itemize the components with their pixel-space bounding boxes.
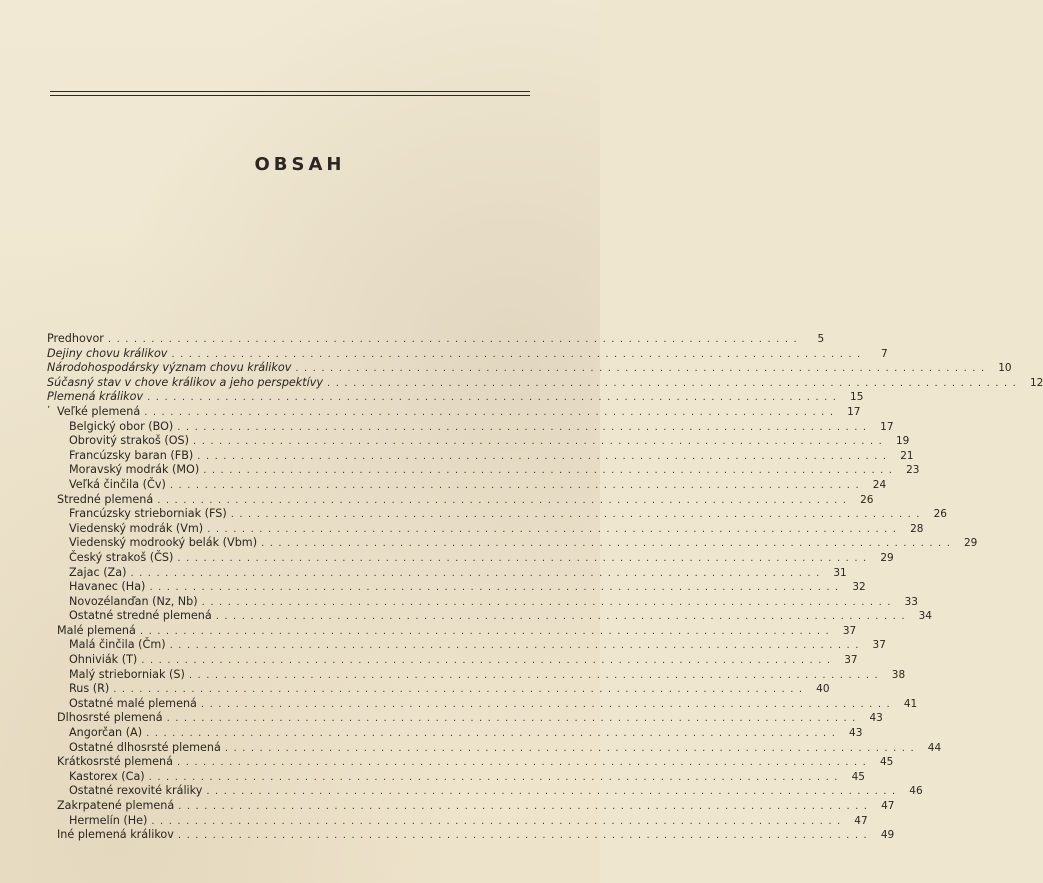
dot-leader: ................................................................................ — [261, 538, 956, 550]
dot-leader: ................................................................................ — [215, 611, 910, 623]
toc-row — [47, 390, 864, 405]
toc-entry-label: Veľká činčila (Čv) — [69, 477, 166, 491]
toc-page-number: 37 — [844, 654, 858, 667]
toc-entry-label: Francúzsky baran (FB) — [69, 448, 194, 462]
dot-leader: ................................................................................ — [203, 465, 898, 477]
dot-leader: ................................................................................ — [295, 363, 990, 375]
toc-row — [47, 623, 857, 639]
toc-page-number: 15 — [850, 391, 864, 404]
toc-row — [47, 332, 825, 347]
toc-row — [47, 769, 865, 785]
dot-leader: ................................................................................ — [177, 830, 873, 842]
toc-page-number: 32 — [852, 581, 866, 594]
dot-leader: ................................................................................ — [139, 625, 835, 637]
toc-row — [47, 755, 894, 770]
toc-entry-label: Francúzsky strieborniak (FS) — [69, 507, 227, 521]
dot-leader: ................................................................................ — [149, 582, 844, 594]
toc-page-number: 43 — [869, 712, 883, 725]
dot-leader: ................................................................................ — [327, 377, 1022, 389]
toc-entry-label: Národohospodársky význam chovu králikov — [47, 361, 292, 375]
toc-page-number: 37 — [842, 624, 857, 637]
toc-entry-label: Plemená králikov — [47, 390, 144, 404]
dot-leader: ................................................................................ — [188, 669, 884, 681]
toc-entry-label: Obrovitý strakoš (OS) — [69, 434, 190, 448]
dot-leader: ................................................................................ — [177, 552, 872, 564]
toc-row — [47, 375, 1043, 391]
toc-page-number: 49 — [880, 829, 895, 842]
dot-leader: ................................................................................ — [193, 436, 888, 448]
toc-entry-label: Veľké plemená — [57, 404, 141, 418]
toc-entry-label: Zakrpatené plemená — [57, 799, 175, 812]
toc-row — [47, 477, 887, 493]
toc-row — [47, 521, 924, 537]
toc-entry-label: Ostatné dlhosrsté plemená — [69, 740, 221, 754]
toc-entry-label: Havanec (Ha) — [69, 580, 146, 594]
dot-leader: ................................................................................ — [166, 713, 861, 725]
toc-page-number: 5 — [817, 333, 825, 345]
toc-page-number: 29 — [964, 537, 978, 550]
toc-row — [47, 726, 863, 741]
toc-page-number: 28 — [910, 522, 924, 535]
toc-row — [47, 346, 888, 362]
toc-row — [47, 565, 847, 581]
toc-entry-label: Moravský modrák (MO) — [69, 463, 200, 477]
dot-leader: ................................................................................ — [230, 509, 925, 521]
toc-entry-label: Český strakoš (ČS) — [69, 550, 174, 564]
toc-row — [47, 653, 858, 668]
toc-entry-label: Malá činčila (Čm) — [69, 638, 166, 652]
toc-row — [47, 580, 866, 595]
toc-entry-label: Predhovor — [47, 332, 104, 345]
toc-page-number: 17 — [880, 420, 894, 433]
toc-row — [47, 784, 923, 799]
dot-leader: ................................................................................ — [224, 742, 920, 754]
toc-page-number: 44 — [927, 741, 942, 754]
toc-entry-label: Iné plemená králikov — [57, 828, 174, 842]
toc-row — [47, 696, 918, 712]
dot-leader: ................................................................................ — [147, 392, 842, 404]
top-rule-thin — [50, 95, 530, 96]
dot-leader: ................................................................................ — [157, 494, 852, 506]
toc-entry-label: Belgický obor (BO) — [69, 419, 174, 433]
toc-entry-label: Kastorex (Ca) — [69, 769, 145, 783]
toc-row — [47, 463, 920, 478]
dot-leader: ................................................................................ — [148, 771, 843, 783]
toc-page-number: 12 — [1029, 376, 1043, 389]
dot-leader: ................................................................................ — [207, 523, 902, 535]
toc-page-number: 17 — [847, 405, 861, 418]
toc-page-number: 38 — [891, 668, 906, 681]
toc-entry-label: Krátkosrsté plemená — [57, 755, 174, 769]
toc-entry-label: Malý strieborniak (S) — [69, 667, 185, 681]
toc-row — [47, 448, 914, 464]
toc-row — [47, 740, 942, 756]
dot-leader: ................................................................................ — [171, 348, 866, 360]
toc-row — [47, 404, 861, 420]
dot-leader: ................................................................................ — [200, 698, 896, 710]
toc-page-number: 24 — [872, 478, 887, 491]
dot-leader: ................................................................................ — [151, 815, 846, 827]
dot-leader: ................................................................................ — [178, 801, 873, 812]
toc-row — [47, 419, 894, 435]
toc-page-number: 41 — [903, 697, 918, 710]
toc-entry-label: Zajac (Za) — [69, 565, 127, 579]
toc-row — [47, 434, 910, 449]
toc-row — [47, 638, 886, 653]
dot-leader: ................................................................................ — [177, 757, 872, 769]
toc-page-number: 46 — [909, 785, 923, 798]
toc-page-number: 33 — [904, 595, 918, 608]
toc-entry-label: Ohniviák (T) — [69, 653, 138, 667]
toc-row — [47, 813, 868, 829]
dot-leader: ................................................................................ — [141, 655, 836, 667]
toc-entry-label: Ostatné rexovité králiky — [69, 784, 203, 798]
toc-row — [47, 799, 895, 814]
toc-entry-label: Viedenský modrooký belák (Vbm) — [69, 536, 258, 550]
dot-leader: ................................................................................ — [130, 567, 825, 579]
toc-row — [47, 536, 978, 551]
toc-entry-label: Novozélanďan (Nz, Nb) — [69, 594, 198, 608]
toc-row — [47, 550, 894, 566]
dot-leader: ................................................................................ — [169, 640, 864, 652]
toc-page-number: 10 — [998, 362, 1012, 375]
toc-entry-label: Viedenský modrák (Vm) — [69, 521, 204, 535]
toc-page-number: 45 — [851, 770, 865, 783]
toc-row — [47, 507, 947, 522]
toc-page-number: 26 — [860, 493, 874, 506]
toc-entry-label: Stredné plemená — [57, 492, 154, 506]
toc-entry-label: Súčasný stav v chove králikov a jeho perspektívy — [47, 375, 324, 389]
dot-leader: ................................................................................ — [177, 421, 872, 433]
toc-page-number: 34 — [918, 610, 932, 623]
stray-mark: ʼ — [47, 405, 51, 416]
toc-entry-label: Angorčan (A) — [69, 726, 143, 740]
toc-row — [47, 711, 883, 726]
toc-page-number: 21 — [900, 449, 914, 462]
toc-page-number: 26 — [933, 508, 947, 521]
dot-leader: ................................................................................ — [146, 728, 841, 740]
toc-page-number: 29 — [880, 551, 894, 564]
toc-row — [47, 594, 918, 610]
dot-leader: ................................................................................ — [201, 596, 896, 608]
toc-entry-label: Malé plemená — [57, 623, 136, 637]
toc-entry-label: Dlhosrsté plemená — [57, 711, 163, 725]
toc-row — [47, 492, 874, 508]
dot-leader: ................................................................................ — [197, 450, 892, 462]
toc-row — [47, 361, 1012, 376]
toc-page-number: 19 — [895, 435, 910, 448]
dot-leader: ................................................................................ — [113, 684, 808, 696]
dot-leader: ................................................................................ — [144, 406, 839, 418]
toc-page-number: 47 — [881, 800, 895, 812]
top-rule — [50, 91, 530, 92]
toc-page-number: 40 — [816, 683, 830, 696]
toc-row — [47, 667, 906, 683]
toc-row — [47, 682, 830, 697]
toc-page-number: 37 — [872, 639, 886, 652]
dot-leader: ................................................................................ — [169, 479, 865, 491]
dot-leader: ................................................................................ — [206, 786, 901, 798]
dot-leader: ................................................................................ — [107, 334, 803, 345]
toc-entry-label: Rus (R) — [69, 682, 110, 696]
toc-page-number: 47 — [854, 814, 868, 827]
toc-page-number: 43 — [849, 727, 863, 740]
toc-entry-label: Ostatné malé plemená — [69, 696, 197, 710]
toc-row — [47, 828, 895, 843]
toc-row — [47, 609, 932, 624]
toc-entry-label: Hermelín (He) — [69, 813, 148, 827]
toc-page-number: 45 — [879, 756, 894, 769]
toc-page-number: 7 — [881, 347, 888, 360]
table-of-contents — [47, 332, 1043, 843]
toc-page-number: 23 — [906, 464, 920, 477]
toc-entry-label: Dejiny chovu králikov — [47, 346, 168, 360]
toc-entry-label: Ostatné stredné plemená — [69, 609, 212, 623]
toc-page-number: 31 — [833, 566, 847, 579]
page-title: OBSAH — [254, 154, 346, 175]
